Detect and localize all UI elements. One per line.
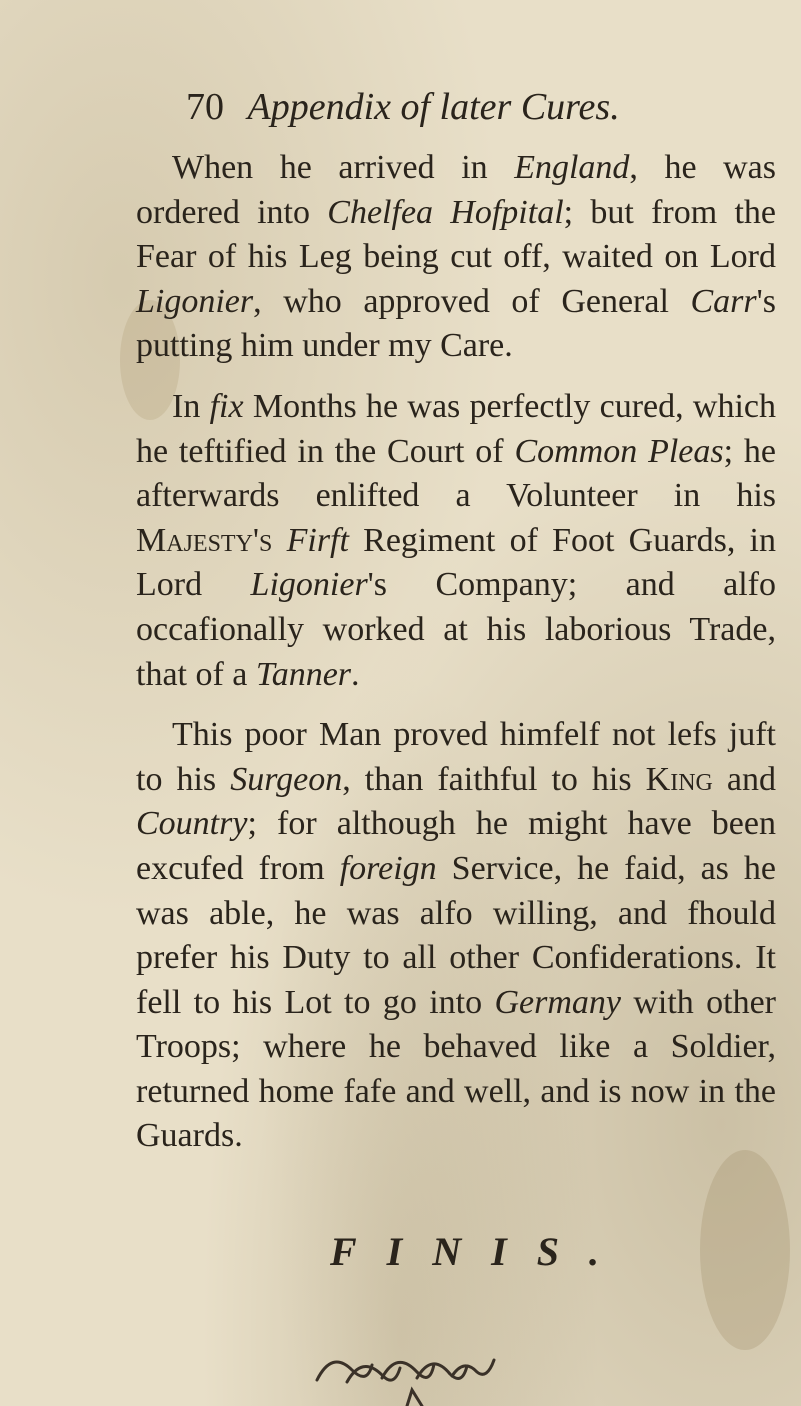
italic-text: Germany — [494, 983, 621, 1021]
italic-text: Carr — [690, 282, 757, 320]
italic-text: fix — [209, 387, 244, 425]
italic-text: Surgeon — [230, 760, 343, 798]
text-run: and — [712, 760, 776, 798]
text-run: ; for although he might have been excufed from — [136, 805, 776, 887]
paragraph — [136, 146, 776, 369]
body-text — [136, 146, 776, 1175]
small-caps-text: King — [645, 760, 713, 798]
text-run: Service, he faid, as he was able, he was alfo willing, and fhould prefer his Duty to all other Confiderations. It fell to his Lot to go into — [136, 849, 776, 1021]
italic-text: England — [514, 149, 630, 186]
text-run: ; but from the Fear of his Leg being cut off, waited on Lord — [136, 193, 777, 276]
italic-text: Firft — [286, 521, 349, 559]
italic-text: Ligonier — [250, 566, 368, 604]
text-run: , he was ordered into — [136, 149, 776, 231]
text-run — [272, 522, 286, 559]
small-caps-text: Majesty's — [136, 521, 273, 559]
text-run: Months he was perfectly cured, which he teftified in the Court of — [136, 387, 777, 470]
page-number: 70 — [186, 86, 224, 128]
italic-text: Common Pleas — [514, 432, 724, 470]
text-run: Regiment of Foot Guards, in Lord — [136, 521, 777, 604]
text-run: with other Troops; where he behaved like a Soldier, returned home fafe and well, and is now in the Guards. — [136, 983, 776, 1155]
italic-text: Ligonier — [136, 282, 254, 320]
page-header — [186, 88, 620, 126]
running-title: Appendix of later Cures. — [247, 86, 620, 128]
text-run: . — [351, 655, 360, 693]
text-run: , who approved of General — [253, 282, 691, 320]
text-run: This poor Man proved himfelf not lefs juft to his — [136, 716, 776, 798]
text-run: 's Company; and alfo occafionally worked at his laborious Trade, that of a — [136, 566, 776, 693]
text-run: , than faithful to his — [342, 760, 646, 798]
italic-text: Country — [136, 805, 248, 843]
text-run: When he arrived in — [172, 149, 515, 186]
paragraph — [136, 713, 776, 1159]
paper-stain — [700, 1150, 790, 1350]
italic-text: Chelfea Hofpital — [327, 193, 564, 231]
italic-text: Tanner — [255, 655, 352, 693]
finis-heading: FINIS. — [330, 1229, 629, 1274]
text-run: 's putting him under my Care. — [136, 282, 776, 365]
paragraph — [136, 385, 776, 697]
printer-ornament-icon — [312, 1320, 502, 1406]
italic-text: foreign — [339, 849, 437, 887]
text-run: In — [172, 387, 210, 425]
text-run: ; he afterwards enlifted a Volunteer in his — [136, 432, 776, 515]
